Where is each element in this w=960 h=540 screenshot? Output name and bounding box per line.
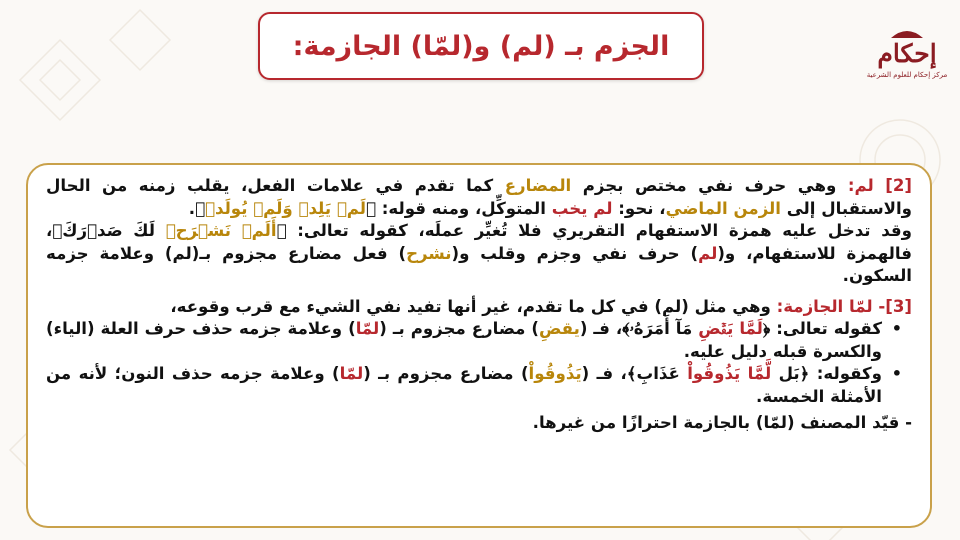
- logo-subtitle: مركز إحكام للعلوم الشرعية: [866, 71, 948, 79]
- example-lam-yakhib: لم يخب: [551, 198, 613, 218]
- highlight-yaqdi: يقضِ: [539, 319, 580, 338]
- text-span: ) حرف نفي وجزم وقلب و(: [451, 243, 699, 263]
- quran-quote-lam-yalid: لَمۡ يَلِدۡ وَلَمۡ يُولَدۡ: [205, 198, 367, 218]
- quran-quote-lamma-yaqdi: لَمَّا يَقۡضِ: [698, 319, 763, 338]
- list-item: [46, 318, 912, 363]
- text-span: ﴾.: [188, 198, 206, 218]
- highlight-lamma: لمّا: [339, 364, 364, 383]
- content-panel: [26, 163, 932, 528]
- text-span: ، نحو:: [612, 198, 666, 218]
- section-lamma: [46, 296, 912, 319]
- mosque-dome-icon: [887, 26, 927, 38]
- section-lamma-heading: [3]- لمّا الجازمة:: [776, 296, 912, 316]
- title-banner: [258, 12, 704, 80]
- text-span: لَكَ صَدۡرَكَ﴾، فالهمزة للاستفهام، و(: [46, 221, 913, 263]
- text-span: ) وعلامة جزمه حذف النون؛ لأنه من الأمثلة الخمسة.: [46, 364, 882, 406]
- page-title: الجزم بـ (لم) و(لمّا) الجازمة:: [292, 30, 670, 62]
- closing-note: - قيّد المصنف (لمّا) بالجازمة احترازًا من غيرها.: [532, 413, 912, 432]
- text-span: ) فعل مضارع مجزوم بـ(لم) وعلامة جزمه السكون.: [46, 243, 912, 285]
- text-span: وهي مثل (لم) في كل ما تقدم، غير أنها تفيد نفي الشيء مع قرب وقوعه،: [170, 296, 777, 316]
- text-span: وقد تدخل عليه همزة الاستفهام التقريري فلا تُغيِّر عملَه، كقوله تعالى: ﴿: [276, 221, 912, 240]
- brand-logo: [864, 26, 950, 96]
- text-span: المتوكِّل، ومنه قوله: ﴿: [366, 198, 552, 218]
- bullet-icon: •: [891, 364, 902, 383]
- highlight-lam: لم: [698, 243, 718, 263]
- text-span: مَآ أَمَرَهُۥ﴾، فـ (: [579, 319, 699, 338]
- quran-quote-lamma-yadhuqu: لَّمَّا يَذُوقُواْ: [687, 364, 772, 383]
- text-span: ) مضارع مجزوم بـ (: [363, 364, 529, 383]
- bullet-icon: •: [891, 319, 902, 338]
- highlight-past-tense: الزمن الماضي: [665, 198, 781, 218]
- highlight-yadhuqu: يَذُوقُواْ: [528, 364, 582, 383]
- highlight-mudari: المضارع: [504, 176, 572, 195]
- text-span: ) مضارع مجزوم بـ (: [379, 319, 540, 338]
- section-lam: [46, 175, 912, 220]
- text-span: كقوله تعالى: ﴿: [762, 319, 882, 338]
- text-span: كما تقدم في علامات الفعل، يقلب زمنه من الحال والاستقبال إلى: [46, 176, 912, 218]
- highlight-lamma: لمّا: [355, 319, 380, 338]
- highlight-nashrah: نشرح: [406, 243, 452, 263]
- text-span: وهي حرف نفي مختص بجزم: [571, 176, 848, 195]
- section-lam-hamza: [46, 220, 912, 288]
- quran-quote-alam-nashrah: أَلَمۡ نَشۡرَحۡ: [165, 221, 277, 240]
- list-item: [46, 363, 912, 408]
- logo-name: إحكام: [877, 39, 937, 68]
- text-span: ) وعلامة جزمه حذف حرف العلة (الياء) والكسرة قبله دليل عليه.: [46, 319, 882, 361]
- section-lam-heading: [2] لم:: [847, 176, 913, 195]
- text-span: وكقوله: ﴿بَل: [771, 364, 883, 383]
- text-span: عَذَابِ﴾، فـ (: [581, 364, 688, 383]
